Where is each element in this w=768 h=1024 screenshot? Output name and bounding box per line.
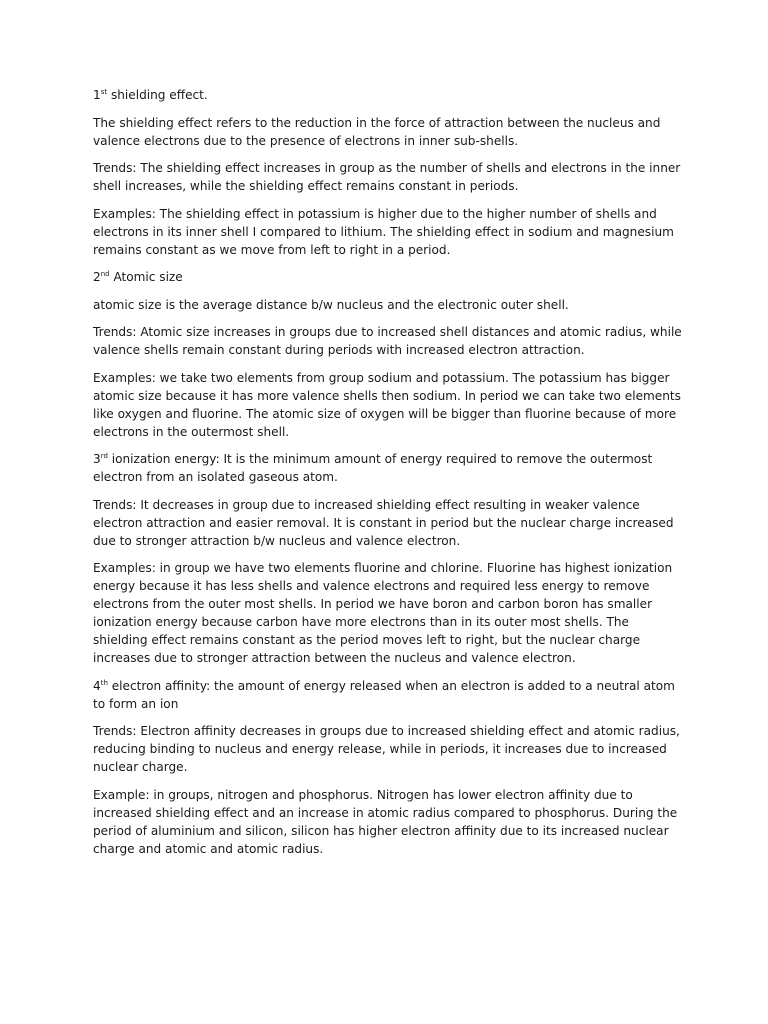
heading-text: Atomic size — [109, 270, 183, 284]
heading-text: shielding effect. — [107, 88, 208, 102]
heading-text: electron affinity: the amount of energy released when an electron is added to a neutral atom to form an ion — [93, 678, 675, 711]
paragraph-examples: Examples: in group we have two elements fluorine and chlorine. Fluorine has highest ionization energy because it has less shells and valence electrons and required less energy to remove electrons from the outer most shells. In period we have boron and carbon boron has smaller ionization energy because carbon have more electrons than in its outer most shells. The shielding effect remains constant as the period moves left to right, but the nuclear charge increases due to stronger attraction between the nucleus and valence electron. — [93, 561, 673, 665]
paragraph-definition: The shielding effect refers to the reduction in the force of attraction between the nucleus and valence electrons due to the presence of electrons in inner sub-shells. — [93, 115, 661, 148]
heading-ordinal-suffix: nd — [100, 270, 110, 278]
paragraph-trends: Trends: It decreases in group due to increased shielding effect resulting in weaker valence electron attraction and easier removal. It is constant in period but the nuclear charge increased due to stronger attraction b/w nucleus and valence electron. — [93, 497, 674, 548]
section-heading-ionization-energy — [93, 450, 683, 486]
heading-text: ionization energy: It is the minimum amount of energy required to remove the outermost electron from an isolated gaseous atom. — [93, 452, 653, 484]
heading-number: 3 — [93, 452, 101, 466]
paragraph-examples: Examples: The shielding effect in potassium is higher due to the higher number of shells and electrons in its inner shell I compared to lithium. The shielding effect in sodium and magnesium remains constant as we move from left to right in a period. — [93, 206, 674, 257]
heading-ordinal-suffix: st — [100, 88, 108, 96]
paragraph-examples: Example: in groups, nitrogen and phosphorus. Nitrogen has lower electron affinity due to increased shielding effect and an increase in atomic radius compared to phosphorus. During the period of aluminium and silicon, silicon has higher electron affinity due to its increased nuclear charge and atomic and atomic radius. — [93, 787, 678, 856]
paragraph-trends: Trends: The shielding effect increases in group as the number of shells and electrons in the inner shell increases, while the shielding effect remains constant in periods. — [93, 161, 681, 193]
heading-ordinal-suffix: th — [100, 678, 108, 687]
heading-number: 2 — [93, 270, 101, 284]
paragraph-trends: Trends: Electron affinity decreases in groups due to increased shielding effect and atomic radius, reducing binding to nucleus and energy release, while in periods, it increases due to increased nuclear charge. — [93, 724, 680, 774]
section-heading-atomic-size — [93, 268, 683, 286]
paragraph-examples: Examples: we take two elements from group sodium and potassium. The potassium has bigger atomic size because it has more valence shells then sodium. In period we can take two elements like oxygen and fluorine. The atomic size of oxygen will be bigger than fluorine because of more electrons in the outermost shell. — [93, 370, 681, 439]
section-heading-electron-affinity — [93, 677, 683, 713]
paragraph-trends: Trends: Atomic size increases in groups due to increased shell distances and atomic radius, while valence shells remain constant during periods with increased electron attraction. — [93, 325, 682, 357]
paragraph-definition: atomic size is the average distance b/w nucleus and the electronic outer shell. — [93, 297, 569, 312]
heading-ordinal-suffix: rd — [100, 452, 108, 460]
section-heading-shielding-effect — [93, 86, 683, 104]
heading-number: 4 — [93, 678, 101, 693]
document-page — [93, 86, 683, 867]
heading-number: 1 — [93, 88, 101, 102]
